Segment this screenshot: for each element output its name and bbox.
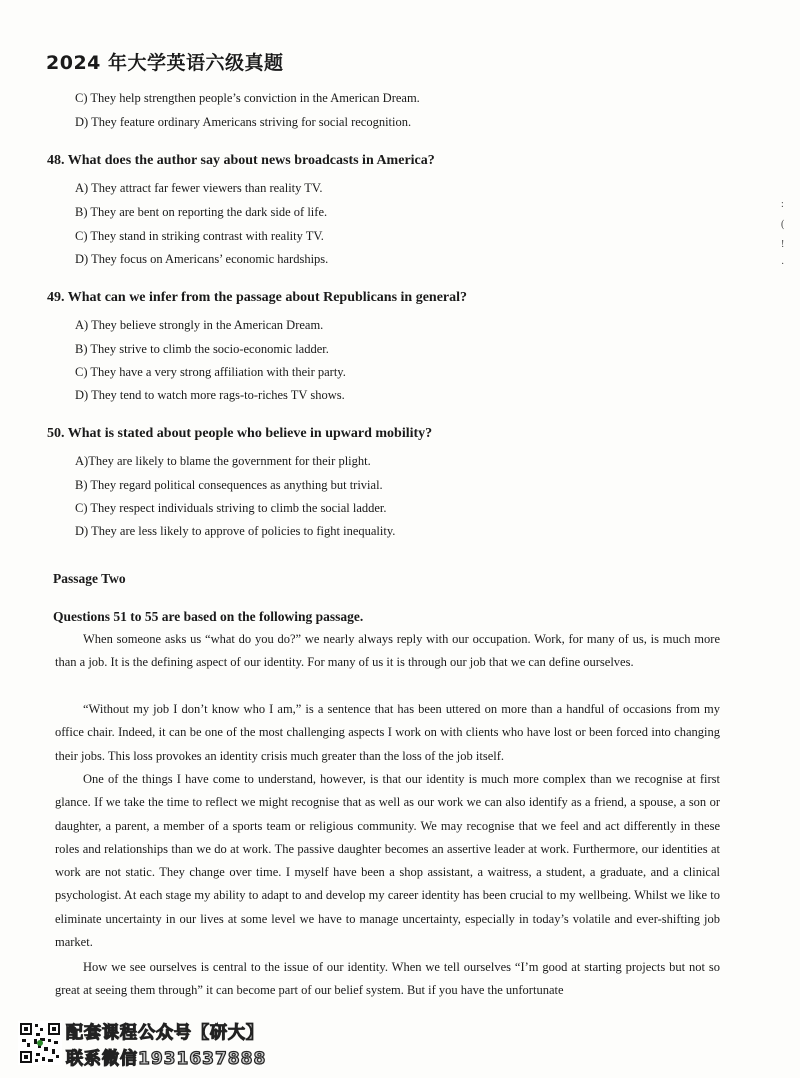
passage-two-title: Passage Two [53, 571, 126, 586]
promo-text-line2: 联系微信1931637888 [66, 1049, 267, 1069]
q47-option-c: C) They help strengthen people’s conviction in the American Dream. [75, 91, 420, 105]
q50-question: 50. What is stated about people who believe in upward mobility? [47, 426, 433, 441]
passage-two-instruction: Questions 51 to 55 are based on the following passage. [53, 609, 364, 624]
passage-paragraph-1 [55, 628, 720, 675]
qr-code-icon [18, 1021, 62, 1065]
q49-option-a: A) They believe strongly in the American Dream. [75, 318, 324, 332]
passage-paragraph-3 [55, 768, 720, 954]
passage-paragraph-1-text: When someone asks us “what do you do?” we nearly always reply with our occupation. Work, for many of us, is much more than a job. It is the defining aspect of our identity. For many of us it is through our job that we can define ourselves. [55, 632, 720, 670]
passage-paragraph-3-text: One of the things I have come to understand, however, is that our identity is much more complex than we recognise at first glance. If we take the time to reflect we might recognise that as well as our work we can also identify as a friend, a spouse, a son or daughter, a parent, a member of a sports team or religious community. We may recognise that we feel and act differently in these roles and relationships than we do at work. The passive daughter becomes an assertive leader at work. Furthermore, our identities at work are not static. They change over time. I myself have been a shop assistant, a waitress, a student, a graduate, and a clinical psychologist. At each stage my ability to adapt to and develop my career identity has been crucial to my wellbeing. Whilst we like to eliminate uncertainty in our lives at some level we have to manage uncertainty, especially in today’s volatile and ever-shifting job market. [55, 772, 720, 950]
q49-option-c: C) They have a very strong affiliation with their party. [75, 365, 346, 379]
footer-promo [18, 1018, 318, 1073]
q47-option-d: D) They feature ordinary Americans striving for social recognition. [75, 115, 412, 129]
q48-option-d: D) They focus on Americans’ economic hardships. [75, 252, 329, 266]
q48-question: 48. What does the author say about news broadcasts in America? [47, 153, 435, 168]
passage-paragraph-2-text: “Without my job I don’t know who I am,” is a sentence that has been uttered on more than a handful of occasions from my office chair. Indeed, it can be one of the most challenging aspects I work on with clients who have lost or been forced into changing their jobs. This loss provokes an identity crisis much greater than the loss of the job itself. [55, 702, 720, 763]
q50-option-a: A)They are likely to blame the government for their plight. [75, 454, 371, 468]
q49-question: 49. What can we infer from the passage about Republicans in general? [47, 290, 468, 305]
margin-scan-marks: : ( ! · [781, 199, 785, 270]
q50-option-c: C) They respect individuals striving to climb the social ladder. [75, 501, 387, 515]
q49-option-b: B) They strive to climb the socio-economic ladder. [75, 342, 329, 356]
page-header-title: 2024 年大学英语六级真题 [46, 52, 284, 74]
q50-option-b: B) They regard political consequences as anything but trivial. [75, 478, 383, 492]
q48-option-b: B) They are bent on reporting the dark side of life. [75, 205, 328, 219]
passage-paragraph-4-text: How we see ourselves is central to the issue of our identity. When we tell ourselves “I’m good at starting projects but not so great at seeing them through” it can become part of our belief system. But if you have the unfortunate [55, 960, 720, 998]
promo-text-line1: 配套课程公众号【研大】 [66, 1023, 264, 1043]
q48-option-a: A) They attract far fewer viewers than reality TV. [75, 181, 323, 195]
q49-option-d: D) They tend to watch more rags-to-riches TV shows. [75, 388, 345, 402]
passage-paragraph-4 [55, 956, 720, 1003]
q50-option-d: D) They are less likely to approve of policies to fight inequality. [75, 524, 396, 538]
passage-paragraph-2 [55, 698, 720, 768]
q48-option-c: C) They stand in striking contrast with reality TV. [75, 229, 324, 243]
